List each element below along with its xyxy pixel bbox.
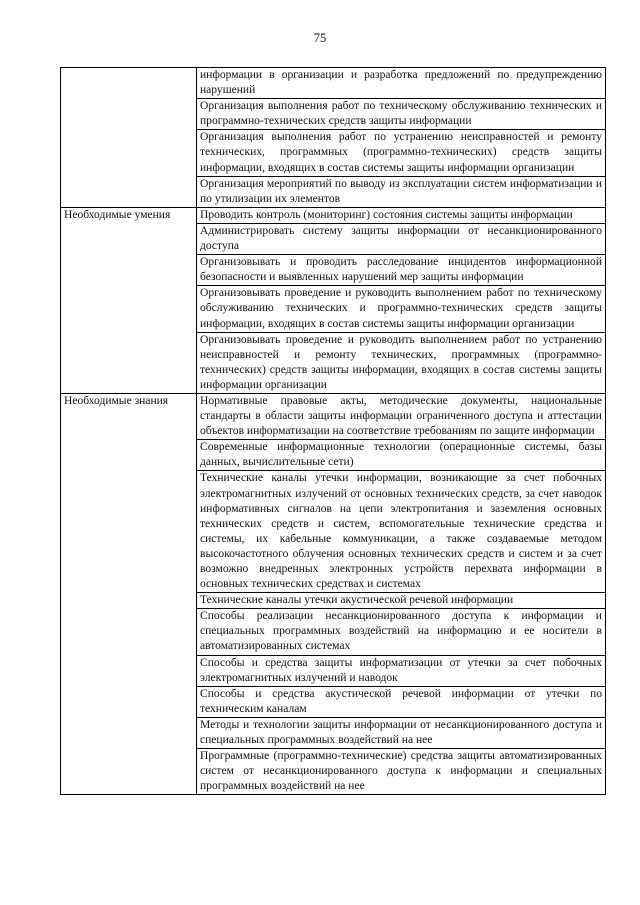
table-cell xyxy=(197,207,606,223)
table-cell xyxy=(197,130,606,176)
table-row xyxy=(61,393,606,439)
cell-text: Методы и технологии защиты информации от несанкционированного доступа и специальных программных воздействий на нее xyxy=(200,718,602,747)
section-label: Необходимые умения xyxy=(64,208,171,221)
cell-text: Способы реализации несанкционированного доступа к информации и специальных программных воздействий на информацию и ее носители в автоматизированных системах xyxy=(200,610,602,653)
table-cell xyxy=(197,68,606,99)
section-label: Необходимые знания xyxy=(64,394,169,407)
cell-text: Организовывать и проводить расследование инцидентов информационной безопасности и выявленных нарушений мер защиты информации xyxy=(200,256,602,284)
table-cell xyxy=(197,749,606,795)
cell-text: Программные (программно-технические) средства защиты автоматизированных систем от несанкционированного доступа к информации и специальных программных воздействий на нее xyxy=(200,750,602,793)
competency-table xyxy=(60,67,606,795)
cell-text: Способы и средства защиты информатизации от утечки за счет побочных электромагнитных излучений и наводок xyxy=(200,656,602,684)
cell-text: Современные информационные технологии (операционные системы, базы данных, вычислительные сети) xyxy=(200,441,602,469)
cell-text: Нормативные правовые акты, методические документы, национальные стандарты в области защиты информации ограниченного доступа и аттестации объектов информатизации на соответствие требованиям по защите информации xyxy=(200,394,602,438)
section-label-cell xyxy=(61,207,197,393)
table-cell xyxy=(197,393,606,439)
table-cell xyxy=(197,686,606,717)
cell-text: Администрировать систему защиты информации от несанкционированного доступа xyxy=(200,224,602,253)
cell-text: Организовывать проведение и руководить выполнением работ по техническому обслуживанию технических и программно-технических средств защиты информации, входящих в состав системы защиты информации организации xyxy=(200,287,602,330)
table-cell xyxy=(197,99,606,130)
cell-text: информации в организации и разработка предложений по предупреждению нарушений xyxy=(200,69,602,97)
table-cell xyxy=(197,223,606,254)
table-cell xyxy=(197,655,606,686)
cell-text: Организация выполнения работ по техническому обслуживанию технических и программно-технических средств защиты информации xyxy=(200,100,602,128)
table-cell xyxy=(197,286,606,332)
cell-text: Организация мероприятий по выводу из эксплуатации систем информатизации и по утилизации их элементов xyxy=(200,177,602,205)
cell-text: Способы и средства акустической речевой информации от утечки по техническим каналам xyxy=(200,687,602,715)
table-cell xyxy=(197,609,606,655)
table-cell xyxy=(197,471,606,593)
table-cell xyxy=(197,593,606,609)
section-label-cell xyxy=(61,68,197,208)
page-number: 75 xyxy=(313,31,327,45)
table-cell xyxy=(197,176,606,207)
table-row xyxy=(61,68,606,99)
table-row xyxy=(61,207,606,223)
table-cell xyxy=(197,332,606,393)
table-cell xyxy=(197,255,606,286)
cell-text: Проводить контроль (мониторинг) состояния системы защиты информации xyxy=(200,208,573,221)
table-cell xyxy=(197,717,606,748)
cell-text: Технические каналы утечки акустической речевой информации xyxy=(200,594,514,607)
section-label-cell xyxy=(61,393,197,794)
cell-text: Организовывать проведение и руководить выполнением работ по устранению неисправностей и ремонту технических, программных (программно-технических) средств защиты информации, входящих в состав системы защиты информации организации xyxy=(200,333,602,391)
cell-text: Организация выполнения работ по устранению неисправностей и ремонту технических, программных (программно-технических) средств защиты информации, входящих в состав системы защиты информации организации xyxy=(200,131,602,174)
cell-text: Технические каналы утечки информации, возникающие за счет побочных электромагнитных излучений от основных технических средств, за счет наводок информативных сигналов на цепи электропитания и заземления основных технических средств и систем, вспомогательные технические средства и системы, их кабельные коммуникации, а также создаваемые методом высокочастотного облучения основных технических средств и систем и за счет возможно внедренных электронных устройств перехвата информации в основных технических средствах и системах xyxy=(200,472,602,591)
table-cell xyxy=(197,440,606,471)
